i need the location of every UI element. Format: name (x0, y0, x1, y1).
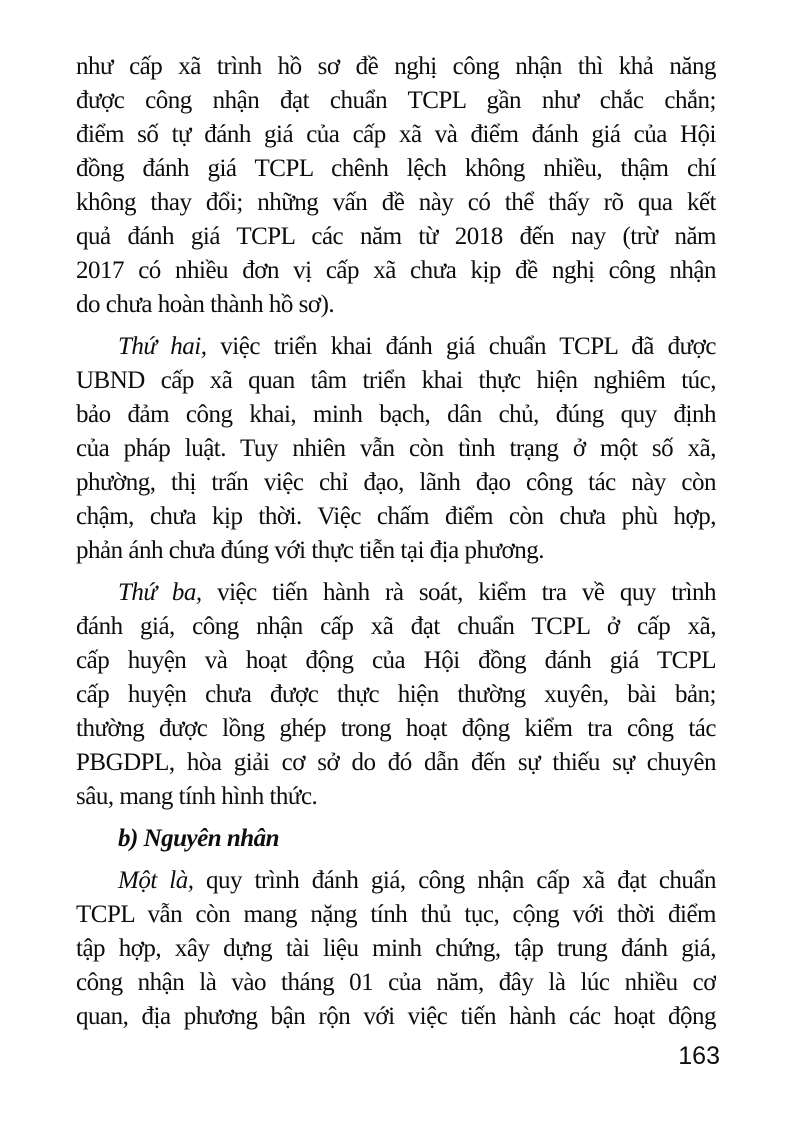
text-line (76, 576, 716, 610)
paragraph-3 (76, 576, 716, 814)
text-run: việc triển khai đánh giá chuẩn TCPL đã được (206, 333, 716, 360)
section-heading-nguyen-nhan: b) Nguyên nhân (118, 825, 280, 852)
text-run: việc tiến hành rà soát, kiểm tra về quy trình (201, 579, 716, 606)
text-line: thường được lồng ghép trong hoạt động kiểm tra công tác (76, 715, 716, 742)
text-line (76, 330, 716, 364)
text-line: công nhận là vào tháng 01 của năm, đây là lúc nhiều cơ (76, 969, 716, 996)
text-line: chậm, chưa kịp thời. Việc chấm điểm còn chưa phù hợp, (76, 503, 716, 530)
text-run: quy trình đánh giá, công nhận cấp xã đạt chuẩn (193, 867, 716, 894)
text-line: UBND cấp xã quan tâm triển khai thực hiện nghiêm túc, (76, 367, 716, 394)
text-line: sâu, mang tính hình thức. (76, 783, 318, 810)
text-line: TCPL vẫn còn mang nặng tính thủ tục, cộng với thời điểm (76, 901, 716, 928)
text-line: như cấp xã trình hồ sơ đề nghị công nhận thì khả năng (76, 53, 716, 80)
text-line: đánh giá, công nhận cấp xã đạt chuẩn TCPL ở cấp xã, (76, 613, 716, 640)
text-line: quả đánh giá TCPL các năm từ 2018 đến nay (trừ năm (76, 223, 716, 250)
text-line: đồng đánh giá TCPL chênh lệch không nhiều, thậm chí (76, 155, 716, 182)
paragraph-4 (76, 864, 716, 1034)
text-line: quan, địa phương bận rộn với việc tiến hành các hoạt động (76, 1003, 716, 1030)
italic-lead-thu-ba: Thứ ba, (118, 579, 202, 606)
italic-lead-mot-la: Một là, (118, 867, 194, 894)
text-line: phường, thị trấn việc chỉ đạo, lãnh đạo công tác này còn (76, 469, 716, 496)
text-line: cấp huyện chưa được thực hiện thường xuyên, bài bản; (76, 681, 716, 708)
italic-lead-thu-hai: Thứ hai, (118, 333, 207, 360)
text-line: phản ánh chưa đúng với thực tiễn tại địa phương. (76, 537, 544, 564)
page-number: 163 (678, 1042, 720, 1070)
text-line: của pháp luật. Tuy nhiên vẫn còn tình trạng ở một số xã, (76, 435, 716, 462)
text-line: do chưa hoàn thành hồ sơ). (76, 291, 335, 318)
text-block (76, 50, 716, 1034)
paragraph-2 (76, 330, 716, 568)
text-line: không thay đổi; những vấn đề này có thể thấy rõ qua kết (76, 189, 716, 216)
paragraph-1 (76, 50, 716, 322)
text-line: tập hợp, xây dựng tài liệu minh chứng, tập trung đánh giá, (76, 935, 716, 962)
text-line: bảo đảm công khai, minh bạch, dân chủ, đúng quy định (76, 401, 716, 428)
text-line: được công nhận đạt chuẩn TCPL gần như chắc chắn; (76, 87, 716, 114)
text-line: PBGDPL, hòa giải cơ sở do đó dẫn đến sự thiếu sự chuyên (76, 749, 716, 776)
text-line: điểm số tự đánh giá của cấp xã và điểm đánh giá của Hội (76, 121, 716, 148)
text-line (76, 864, 716, 898)
text-line: 2017 có nhiều đơn vị cấp xã chưa kịp đề nghị công nhận (76, 257, 716, 284)
text-line: cấp huyện và hoạt động của Hội đồng đánh giá TCPL (76, 647, 716, 674)
